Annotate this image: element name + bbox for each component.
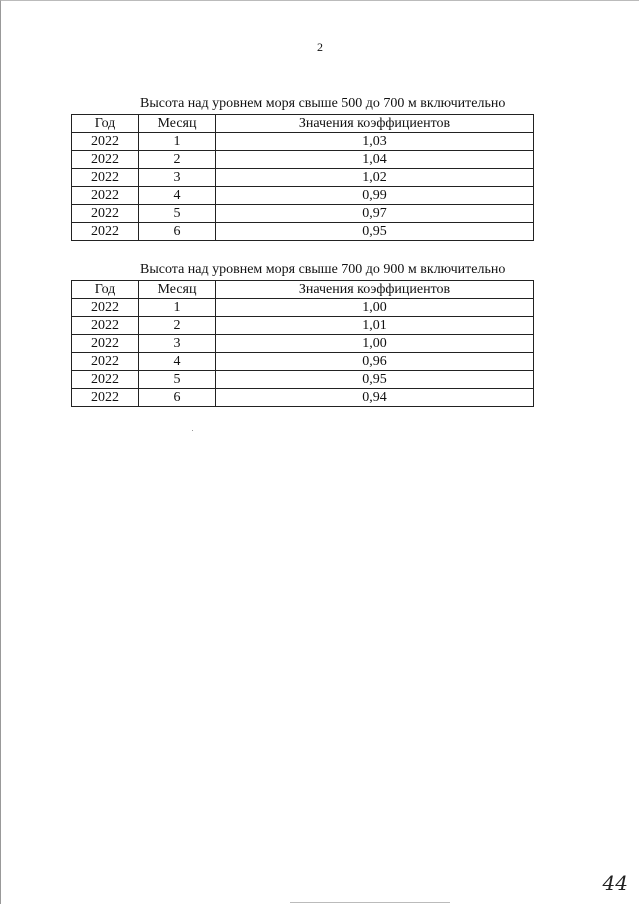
cell-year: 2022 — [72, 151, 139, 169]
cell-year: 2022 — [72, 317, 139, 335]
table-row — [72, 335, 534, 353]
table-row — [72, 371, 534, 389]
cell-coefficient: 0,95 — [216, 371, 534, 389]
table-row — [72, 205, 534, 223]
header-year: Год — [72, 115, 139, 133]
table-row — [72, 317, 534, 335]
cell-month: 2 — [139, 317, 216, 335]
cell-coefficient: 1,00 — [216, 299, 534, 317]
cell-year: 2022 — [72, 223, 139, 241]
cell-month: 3 — [139, 169, 216, 187]
cell-coefficient: 1,03 — [216, 133, 534, 151]
header-coefficient: Значения коэффициентов — [216, 281, 534, 299]
table-row — [72, 353, 534, 371]
cell-month: 4 — [139, 187, 216, 205]
cell-month: 2 — [139, 151, 216, 169]
table-row — [72, 299, 534, 317]
table-row — [72, 223, 534, 241]
table-row — [72, 187, 534, 205]
cell-year: 2022 — [72, 335, 139, 353]
cell-year: 2022 — [72, 133, 139, 151]
page-number: 2 — [317, 40, 323, 54]
cell-month: 6 — [139, 389, 216, 407]
cell-coefficient: 1,02 — [216, 169, 534, 187]
cell-coefficient: 1,00 — [216, 335, 534, 353]
handwritten-page-mark: 44 — [602, 871, 628, 895]
cell-coefficient: 0,97 — [216, 205, 534, 223]
cell-month: 5 — [139, 205, 216, 223]
cell-month: 1 — [139, 133, 216, 151]
cell-coefficient: 1,01 — [216, 317, 534, 335]
cell-coefficient: 0,94 — [216, 389, 534, 407]
cell-year: 2022 — [72, 205, 139, 223]
coefficients-table-700-900 — [71, 280, 534, 407]
cell-coefficient: 0,96 — [216, 353, 534, 371]
header-coefficient: Значения коэффициентов — [216, 115, 534, 133]
cell-year: 2022 — [72, 353, 139, 371]
cell-month: 4 — [139, 353, 216, 371]
cell-year: 2022 — [72, 169, 139, 187]
cell-coefficient: 1,04 — [216, 151, 534, 169]
table-header-row — [72, 115, 534, 133]
cell-year: 2022 — [72, 371, 139, 389]
cell-year: 2022 — [72, 299, 139, 317]
cell-month: 1 — [139, 299, 216, 317]
coefficients-table-500-700 — [71, 114, 534, 241]
cell-month: 3 — [139, 335, 216, 353]
header-month: Месяц — [139, 115, 216, 133]
table-row — [72, 169, 534, 187]
cell-coefficient: 0,99 — [216, 187, 534, 205]
cell-month: 6 — [139, 223, 216, 241]
cell-month: 5 — [139, 371, 216, 389]
header-month: Месяц — [139, 281, 216, 299]
cell-coefficient: 0,95 — [216, 223, 534, 241]
table-2-caption: Высота над уровнем моря свыше 700 до 900 м включительно — [140, 262, 506, 277]
table-1-caption: Высота над уровнем моря свыше 500 до 700 м включительно — [140, 96, 506, 111]
cell-year: 2022 — [72, 187, 139, 205]
header-year: Год — [72, 281, 139, 299]
table-header-row — [72, 281, 534, 299]
bottom-scan-line — [290, 902, 450, 903]
cell-year: 2022 — [72, 389, 139, 407]
scan-speck — [192, 430, 193, 431]
table-row — [72, 133, 534, 151]
table-row — [72, 151, 534, 169]
table-row — [72, 389, 534, 407]
